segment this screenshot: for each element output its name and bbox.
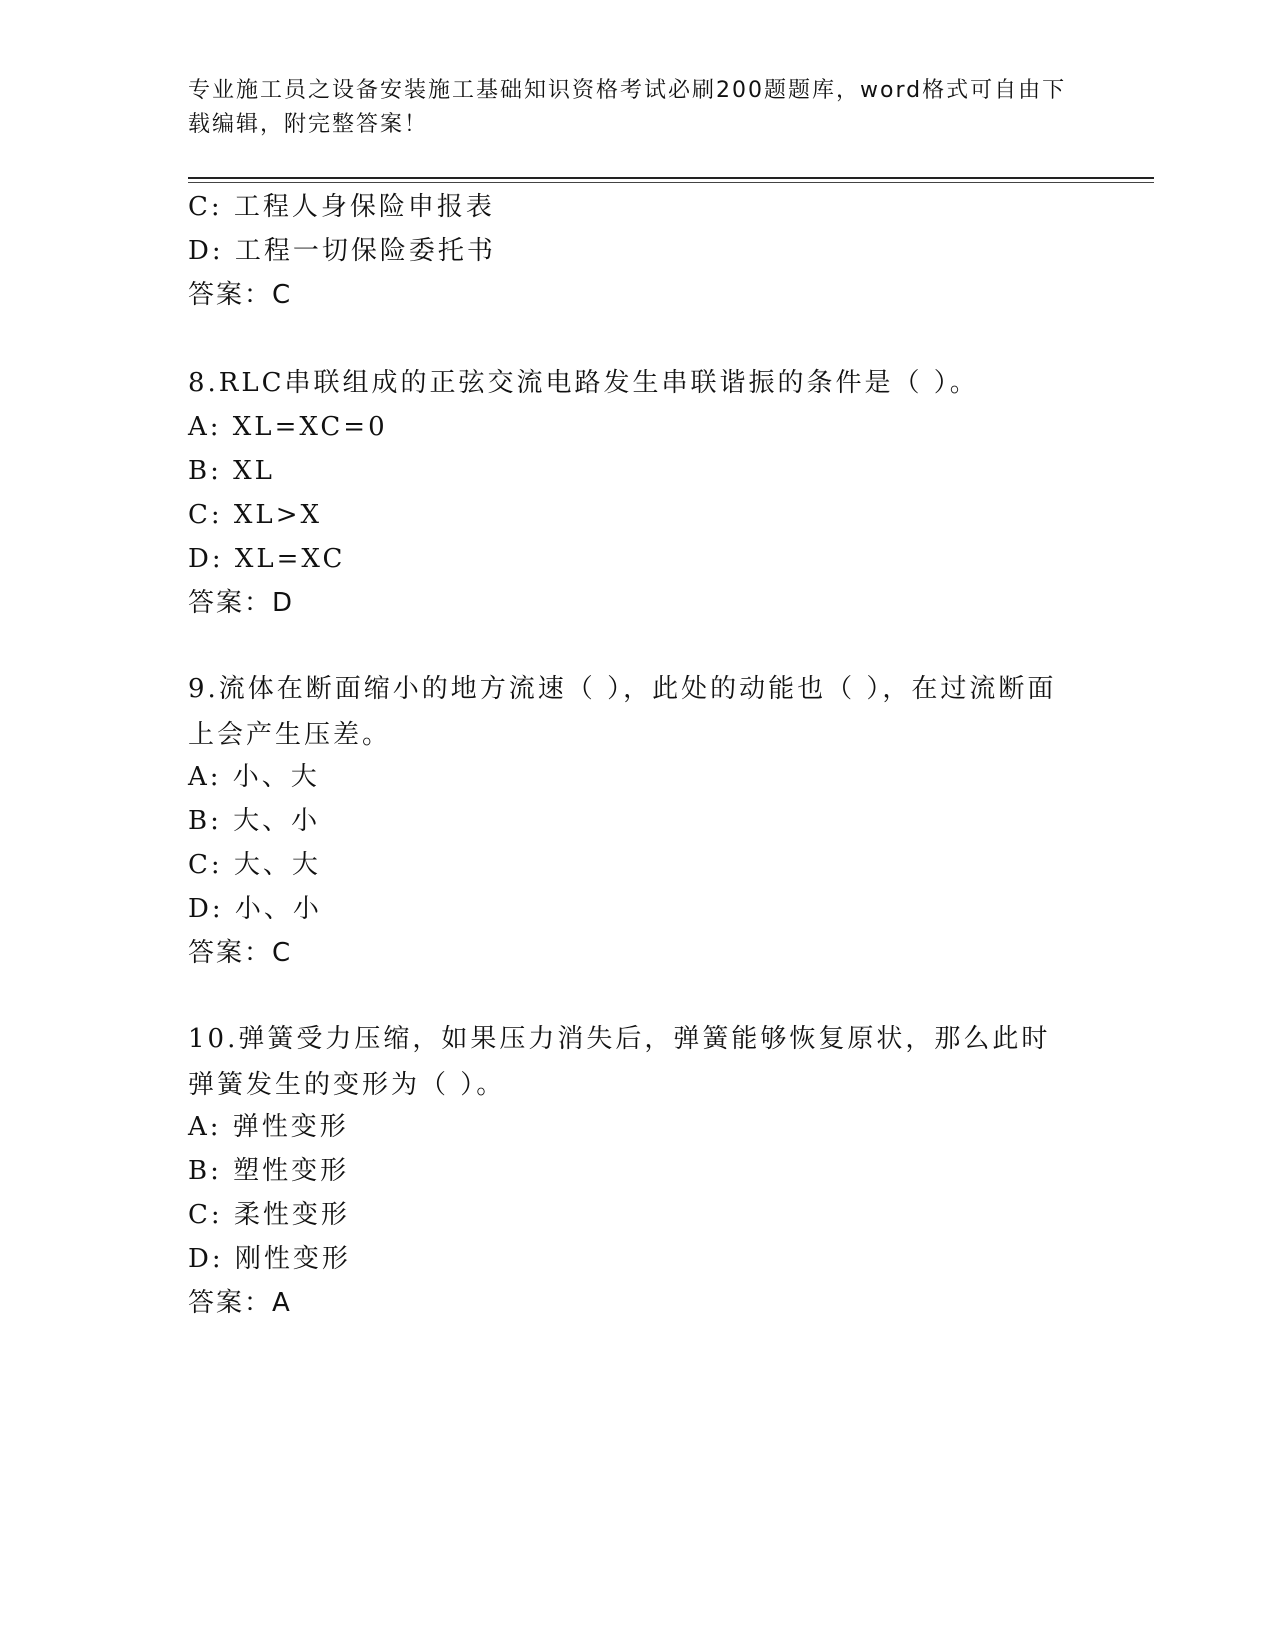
q7-answer: 答案：C [188,280,293,310]
q10-option-b: B: 塑性变形 [188,1156,350,1186]
q10-stem: 10.弹簧受力压缩，如果压力消失后，弹簧能够恢复原状，那么此时弹簧发生的变形为（ ）。 [188,1024,1051,1100]
q9-stem: 9.流体在断面缩小的地方流速（ ），此处的动能也（ ），在过流断面上会产生压差。 [188,674,1057,750]
q8-option-b: B: XL [188,456,275,486]
document-header: 专业施工员之设备安装施工基础知识资格考试必刷200题题库，word格式可自由下载编辑，附完整答案！ [188,78,1067,137]
q9-option-a: A: 小、大 [188,762,320,792]
q9-option-d: D: 小、小 [188,894,322,924]
q9-option-c: C: 大、大 [188,850,321,880]
q8-stem: 8.RLC串联组成的正弦交流电路发生串联谐振的条件是（ ）。 [188,368,979,398]
q8-answer: 答案：D [188,588,295,618]
q7-option-c: C: 工程人身保险申报表 [188,192,495,222]
q9-answer: 答案：C [188,938,293,968]
header-divider-thin [188,182,1154,183]
q9-option-b: B: 大、小 [188,806,321,836]
q10-option-d: D: 刚性变形 [188,1244,351,1274]
q10-option-c: C: 柔性变形 [188,1200,350,1230]
q7-option-d: D: 工程一切保险委托书 [188,236,496,266]
header-divider-thick [188,177,1154,179]
q10-option-a: A: 弹性变形 [188,1112,349,1142]
q8-option-a: A: XL=XC=0 [188,412,388,442]
q8-option-d: D: XL=XC [188,544,346,574]
q8-option-c: C: XL>X [188,500,322,530]
q10-answer: 答案：A [188,1288,292,1318]
